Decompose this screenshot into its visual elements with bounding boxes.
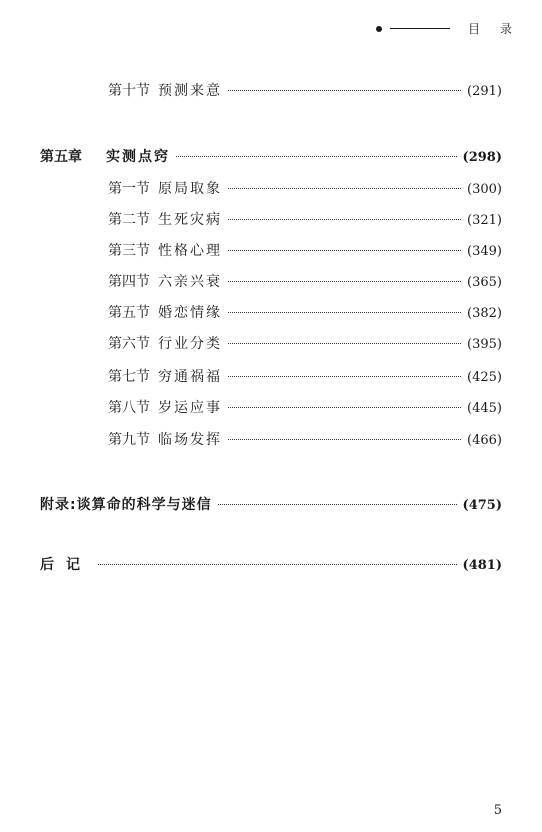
toc-entry-chapter-5[interactable] xyxy=(0,146,502,166)
toc-afterword-page: (481) xyxy=(462,558,502,573)
toc-chapter-number: 第五章 xyxy=(40,149,82,165)
header-title: 目 录 xyxy=(467,22,516,36)
dot-leader xyxy=(228,188,461,189)
toc-entry-title: 婚恋情缘 xyxy=(158,305,222,321)
toc-entry-afterword[interactable] xyxy=(0,554,502,574)
toc-entry-number: 第八节 xyxy=(108,400,150,416)
header-dot xyxy=(376,26,382,32)
toc-entry-number: 第一节 xyxy=(108,181,150,197)
toc-entry-title: 行业分类 xyxy=(158,336,222,352)
toc-entry-section-10[interactable] xyxy=(0,80,502,100)
dot-leader xyxy=(98,564,457,565)
toc-entry-page: (365) xyxy=(467,275,502,290)
toc-entry-number: 第六节 xyxy=(108,336,150,352)
toc-entry-page: (382) xyxy=(467,306,502,321)
toc-entry-section[interactable] xyxy=(0,240,502,260)
toc-chapter-title: 实测点窍 xyxy=(106,149,170,165)
toc-entry-section[interactable] xyxy=(0,209,502,229)
toc-entry-page: (395) xyxy=(467,337,502,352)
toc-entry-title: 生死灾病 xyxy=(158,212,222,228)
dot-leader xyxy=(228,343,461,344)
toc-entry-section[interactable] xyxy=(0,302,502,322)
toc-entry-page: (425) xyxy=(467,370,502,385)
dot-leader xyxy=(228,281,461,282)
toc-entry-appendix[interactable] xyxy=(0,494,502,514)
toc-entry-section[interactable] xyxy=(0,429,502,449)
page-number: 5 xyxy=(493,803,502,818)
toc-entry-title: 穷通祸福 xyxy=(158,369,222,385)
toc-entry-number: 第二节 xyxy=(108,212,150,228)
toc-chapter-page: (298) xyxy=(462,150,502,165)
toc-entry-title: 六亲兴衰 xyxy=(158,274,222,290)
toc-entry-section[interactable] xyxy=(0,366,502,386)
toc-entry-title: 临场发挥 xyxy=(158,432,222,448)
dot-leader xyxy=(228,407,461,408)
dot-leader xyxy=(228,90,461,91)
dot-leader xyxy=(228,250,461,251)
dot-leader xyxy=(228,219,461,220)
toc-entry-title: 性格心理 xyxy=(158,243,222,259)
dot-leader xyxy=(176,156,457,157)
toc-entry-number: 第五节 xyxy=(108,305,150,321)
dot-leader xyxy=(228,439,461,440)
dot-leader xyxy=(228,376,461,377)
toc-entry-number: 第三节 xyxy=(108,243,150,259)
dot-leader xyxy=(228,312,461,313)
toc-afterword-title: 后记 xyxy=(40,557,92,573)
toc-entry-number: 第四节 xyxy=(108,274,150,290)
toc-entry-page: (321) xyxy=(467,213,502,228)
toc-appendix-title: 附录:谈算命的科学与迷信 xyxy=(40,497,212,513)
toc-entry-title: 预测来意 xyxy=(158,83,222,99)
toc-entry-section[interactable] xyxy=(0,178,502,198)
toc-entry-number: 第十节 xyxy=(108,83,150,99)
toc-entry-page: (349) xyxy=(467,244,502,259)
toc-appendix-page: (475) xyxy=(462,498,502,513)
toc-entry-title: 原局取象 xyxy=(158,181,222,197)
toc-entry-section[interactable] xyxy=(0,333,502,353)
header-rule xyxy=(390,28,450,29)
toc-entry-page: (291) xyxy=(467,84,502,99)
toc-entry-section[interactable] xyxy=(0,271,502,291)
dot-leader xyxy=(218,504,457,505)
toc-entry-page: (466) xyxy=(467,433,502,448)
toc-entry-page: (300) xyxy=(467,182,502,197)
toc-entry-number: 第九节 xyxy=(108,432,150,448)
toc-entry-number: 第七节 xyxy=(108,369,150,385)
toc-entry-page: (445) xyxy=(467,401,502,416)
running-header xyxy=(376,20,516,37)
toc-entry-title: 岁运应事 xyxy=(158,400,222,416)
toc-entry-section[interactable] xyxy=(0,397,502,417)
